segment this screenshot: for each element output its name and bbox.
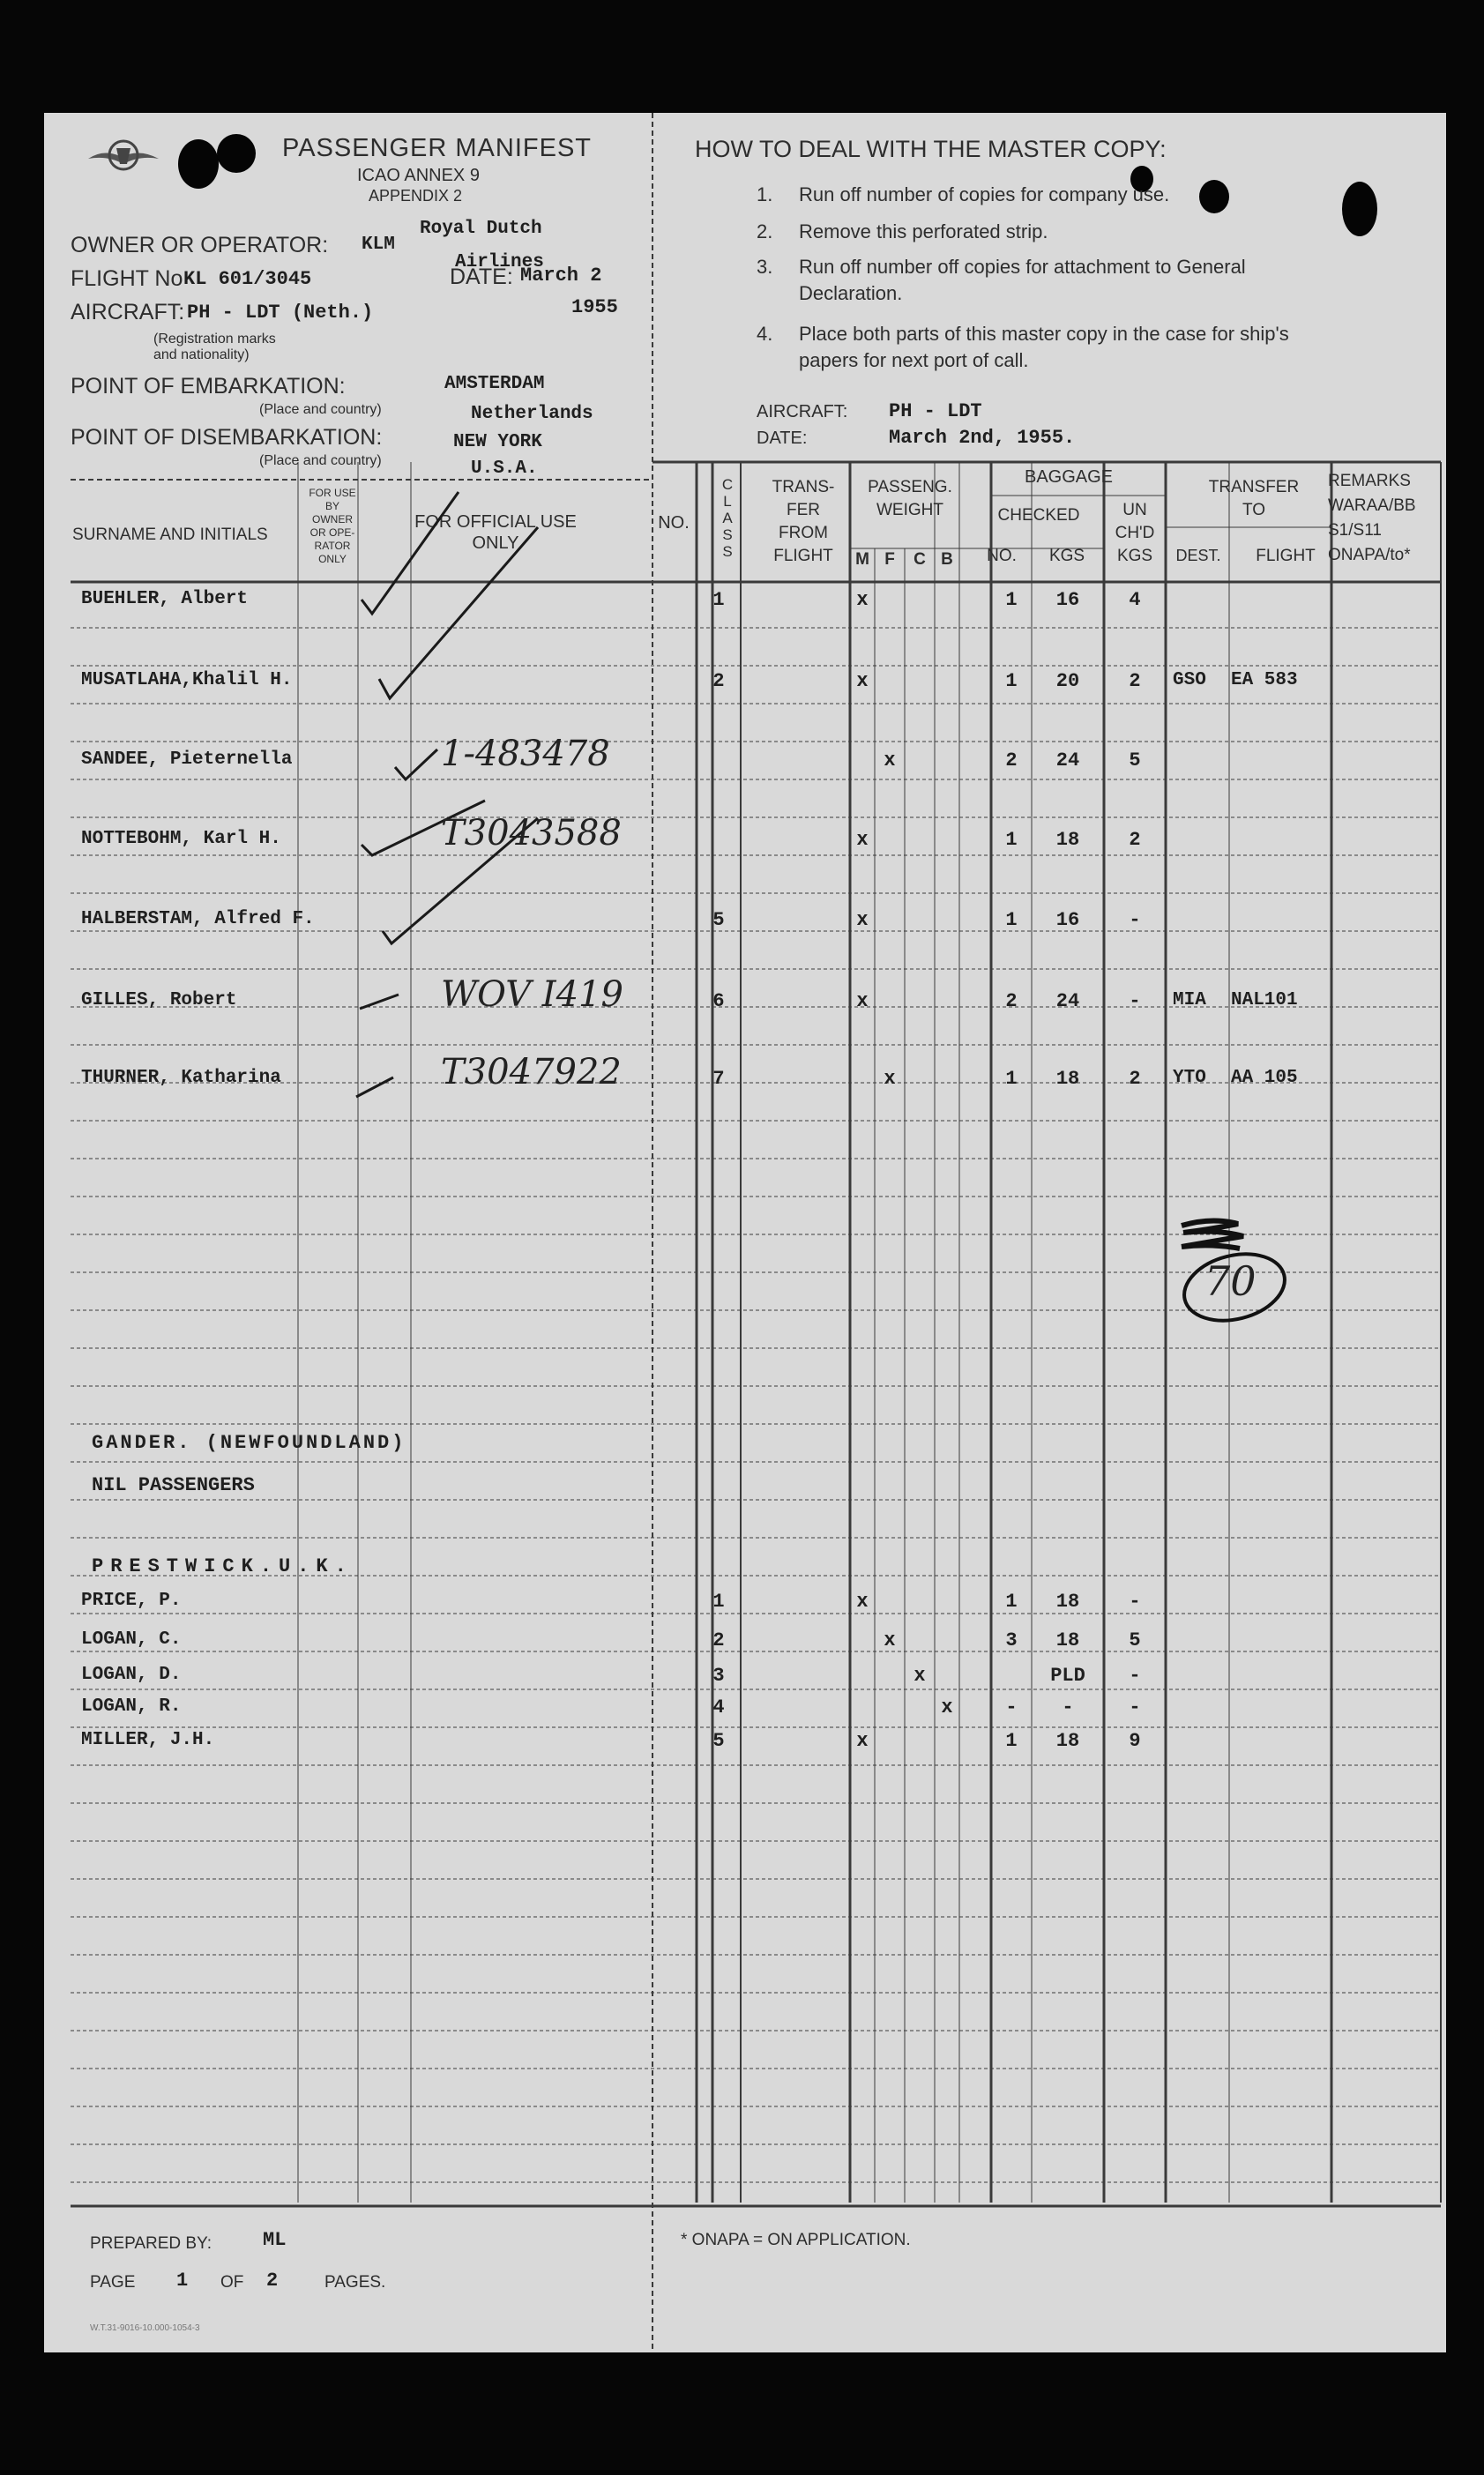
instructions-title: HOW TO DEAL WITH THE MASTER COPY:	[695, 136, 1167, 162]
header-weight-c: C	[914, 550, 926, 569]
header-line: ONLY	[318, 553, 347, 565]
baggage-count: 1	[1005, 1068, 1018, 1090]
unchecked-kgs: -	[1129, 909, 1141, 931]
check-mark	[362, 492, 459, 614]
header-dest: DEST.	[1175, 547, 1221, 564]
annex-label: ICAO ANNEX 9	[357, 166, 480, 185]
baggage-count: 1	[1005, 1730, 1018, 1752]
date-label: DATE:	[450, 265, 513, 289]
passenger-name: LOGAN, D.	[81, 1665, 182, 1685]
owner-name-line1: Royal Dutch	[420, 219, 542, 239]
embark-line1: AMSTERDAM	[444, 374, 545, 394]
passenger-number: 7	[712, 1068, 725, 1090]
passenger-number: 1	[712, 1591, 725, 1613]
instruction-number: 3.	[757, 256, 773, 278]
unchecked-kgs: 4	[1129, 589, 1141, 611]
weight-mark-m: x	[856, 909, 869, 931]
baggage-count: 3	[1005, 1629, 1018, 1651]
baggage-kgs: PLD	[1050, 1665, 1085, 1687]
header-line: TRANSFER	[1208, 478, 1300, 496]
instruction-text: Declaration.	[799, 282, 903, 304]
header-line: FLIGHT	[773, 547, 833, 565]
instr-date-value: March 2nd, 1955.	[889, 427, 1076, 449]
instr-aircraft-label: AIRCRAFT:	[757, 402, 848, 421]
prepared-value: ML	[263, 2229, 287, 2251]
header-checked-no: NO.	[987, 547, 1017, 565]
instruction-text: Remove this perforated strip.	[799, 220, 1048, 242]
passenger-number: 3	[712, 1665, 725, 1687]
flight-value: KL 601/3045	[183, 268, 312, 290]
baggage-count: 2	[1005, 749, 1018, 772]
unchecked-kgs: -	[1129, 1665, 1141, 1687]
passenger-name: HALBERSTAM, Alfred F.	[81, 909, 315, 929]
prestwick-heading: PRESTWICK.U.K.	[92, 1555, 354, 1577]
transfer-dest: MIA	[1173, 990, 1206, 1010]
weight-mark-b: x	[941, 1696, 953, 1718]
header-line: C	[721, 476, 734, 493]
header-line: OR OPE-	[309, 526, 355, 539]
embark-note: (Place and country)	[259, 402, 382, 417]
circled-total	[1176, 1217, 1289, 1323]
of-label: OF	[220, 2273, 244, 2292]
embark-label: POINT OF EMBARKATION:	[71, 374, 346, 399]
unchecked-kgs: -	[1129, 1696, 1141, 1718]
baggage-kgs: 18	[1055, 1629, 1080, 1651]
passenger-number: 6	[712, 990, 725, 1012]
check-mark	[379, 527, 538, 698]
weight-mark-m: x	[856, 670, 869, 692]
owner-name-line2: Airlines	[455, 252, 544, 272]
weight-mark-f: x	[884, 749, 896, 772]
aircraft-note-1: (Registration marks	[153, 332, 276, 347]
header-line: REMARKS	[1328, 472, 1411, 490]
unchecked-kgs: 2	[1129, 670, 1141, 692]
passenger-number: 2	[712, 670, 725, 692]
passenger-name: LOGAN, R.	[81, 1696, 182, 1717]
header-line: FROM	[779, 524, 828, 542]
weight-mark-f: x	[884, 1068, 896, 1090]
header-checked-kgs: KGS	[1048, 547, 1085, 565]
header-line: BY	[324, 500, 339, 512]
instruction-number: 1.	[757, 183, 773, 205]
header-weight-b: B	[941, 550, 953, 569]
weight-mark-m: x	[856, 589, 869, 611]
prepared-label: PREPARED BY:	[90, 2234, 212, 2253]
unchecked-kgs: 5	[1129, 1629, 1141, 1651]
instruction-text: Run off number of copies for company use.	[799, 183, 1170, 205]
page-total: 2	[266, 2270, 279, 2292]
passenger-number: 2	[712, 1629, 725, 1651]
header-line: OWNER	[312, 513, 353, 526]
check-mark	[395, 749, 437, 779]
appendix-label: APPENDIX 2	[369, 187, 463, 205]
disembark-note: (Place and country)	[259, 453, 382, 468]
passenger-name: THURNER, Katharina	[81, 1068, 281, 1088]
passenger-name: GILLES, Robert	[81, 990, 237, 1010]
instr-date-label: DATE:	[757, 429, 808, 448]
baggage-count: 2	[1005, 990, 1018, 1012]
passenger-name: MUSATLAHA,Khalil H.	[81, 670, 293, 690]
header-flight: FLIGHT	[1256, 547, 1316, 565]
weight-mark-m: x	[856, 990, 869, 1012]
passenger-name: PRICE, P.	[81, 1591, 182, 1611]
baggage-count: 1	[1005, 1591, 1018, 1613]
header-line: S	[722, 526, 733, 543]
header-line: S	[722, 543, 733, 560]
transfer-dest: GSO	[1173, 670, 1206, 690]
passenger-name: MILLER, J.H.	[81, 1730, 215, 1750]
header-line: UN	[1122, 501, 1147, 519]
baggage-kgs: 16	[1055, 589, 1080, 611]
passenger-number: 1	[712, 589, 725, 611]
weight-mark-c: x	[914, 1665, 926, 1687]
header-line: WEIGHT	[876, 501, 943, 519]
weight-mark-m: x	[856, 1730, 869, 1752]
instruction-number: 2.	[757, 220, 773, 242]
aircraft-label: AIRCRAFT:	[71, 300, 185, 324]
baggage-kgs: 20	[1055, 670, 1080, 692]
header-line: TO	[1242, 501, 1266, 519]
baggage-kgs: 18	[1055, 1068, 1080, 1090]
manifest-title: PASSENGER MANIFEST	[282, 134, 593, 162]
official-handwriting: WOV I419	[441, 974, 623, 1015]
transfer-flight: EA 583	[1231, 670, 1298, 690]
header-line: WARAA/BB	[1328, 496, 1416, 515]
gander-heading: GANDER. (NEWFOUNDLAND)	[92, 1432, 406, 1454]
transfer-flight: AA 105	[1231, 1068, 1298, 1088]
baggage-kgs: 24	[1055, 990, 1080, 1012]
header-no: NO.	[658, 513, 690, 533]
header-line: CH'D	[1115, 524, 1155, 542]
instruction-number: 4.	[757, 323, 773, 345]
header-line: TRANS-	[772, 478, 835, 496]
header-line: A	[722, 510, 733, 526]
disembark-line2: U.S.A.	[471, 458, 538, 479]
header-line: KGS	[1116, 547, 1153, 565]
baggage-count: 1	[1005, 829, 1018, 851]
baggage-kgs: 18	[1055, 829, 1080, 851]
header-line: ONLY	[472, 533, 519, 553]
check-mark	[356, 1077, 393, 1097]
baggage-kgs: 16	[1055, 909, 1080, 931]
passenger-name: LOGAN, C.	[81, 1629, 182, 1650]
weight-mark-m: x	[856, 1591, 869, 1613]
header-weight-m: M	[855, 550, 869, 569]
baggage-kgs: -	[1062, 1696, 1074, 1718]
passenger-number: 5	[712, 1730, 725, 1752]
check-mark	[360, 995, 399, 1009]
pages-label: PAGES.	[324, 2273, 386, 2292]
header-surname: SURNAME AND INITIALS	[72, 526, 268, 544]
header-line: L	[723, 493, 732, 510]
baggage-count: 1	[1005, 670, 1018, 692]
disembark-label: POINT OF DISEMBARKATION:	[71, 425, 383, 450]
instruction-text: papers for next port of call.	[799, 349, 1029, 371]
header-baggage: BAGGAGE	[1024, 467, 1114, 487]
flight-label: FLIGHT No	[71, 266, 183, 291]
unchecked-kgs: 2	[1129, 1068, 1141, 1090]
weight-mark-m: x	[856, 829, 869, 851]
official-handwriting: T3043588	[441, 813, 622, 854]
baggage-kgs: 24	[1055, 749, 1080, 772]
weight-mark-f: x	[884, 1629, 896, 1651]
disembark-line1: NEW YORK	[453, 432, 542, 452]
owner-label: OWNER OR OPERATOR:	[71, 233, 329, 257]
header-checked: CHECKED	[997, 506, 1080, 525]
passenger-name: SANDEE, Pieternella	[81, 749, 293, 770]
header-line: RATOR	[314, 540, 351, 552]
transfer-dest: YTO	[1173, 1068, 1206, 1088]
baggage-kgs: 18	[1055, 1730, 1080, 1752]
baggage-count: 1	[1005, 909, 1018, 931]
unchecked-kgs: 9	[1129, 1730, 1141, 1752]
header-line: FOR USE	[309, 487, 356, 499]
passenger-number: 5	[712, 909, 725, 931]
header-line: PASSENG.	[868, 478, 952, 496]
aircraft-value: PH - LDT (Neth.)	[187, 302, 374, 324]
unchecked-kgs: -	[1129, 1591, 1141, 1613]
page-label: PAGE	[90, 2273, 136, 2292]
aircraft-note-2: and nationality)	[153, 347, 250, 362]
embark-line2: Netherlands	[471, 404, 593, 424]
official-handwriting: T3047922	[441, 1052, 622, 1092]
instruction-text: Run off number off copies for attachment to General	[799, 256, 1246, 278]
instr-aircraft-value: PH - LDT	[889, 400, 982, 422]
unchecked-kgs: -	[1129, 990, 1141, 1012]
official-handwriting: 1-483478	[441, 734, 610, 774]
onapa-note: * ONAPA = ON APPLICATION.	[681, 2231, 911, 2249]
transfer-flight: NAL101	[1231, 990, 1298, 1010]
date-year: 1955	[571, 296, 618, 318]
baggage-count: -	[1005, 1696, 1018, 1718]
header-line: FER	[787, 501, 820, 519]
passenger-number: 4	[712, 1696, 725, 1718]
gander-note: NIL PASSENGERS	[92, 1474, 255, 1496]
print-code: W.T.31-9016-10.000-1054-3	[90, 2323, 200, 2333]
date-value: March 2	[520, 265, 602, 287]
unchecked-kgs: 2	[1129, 829, 1141, 851]
header-line: S1/S11	[1328, 521, 1382, 540]
header-line: ONAPA/to*	[1328, 546, 1411, 564]
page-num: 1	[176, 2270, 189, 2292]
passenger-name: BUEHLER, Albert	[81, 589, 249, 609]
circled-total-value: 70	[1204, 1257, 1257, 1305]
baggage-kgs: 18	[1055, 1591, 1080, 1613]
header-line: FOR OFFICIAL USE	[414, 512, 577, 532]
instruction-text: Place both parts of this master copy in the case for ship's	[799, 323, 1289, 345]
manifest-sheet	[44, 113, 1446, 2352]
unchecked-kgs: 5	[1129, 749, 1141, 772]
owner-value: KLM	[362, 235, 395, 255]
baggage-count: 1	[1005, 589, 1018, 611]
passenger-name: NOTTEBOHM, Karl H.	[81, 829, 281, 849]
header-weight-f: F	[884, 550, 895, 569]
